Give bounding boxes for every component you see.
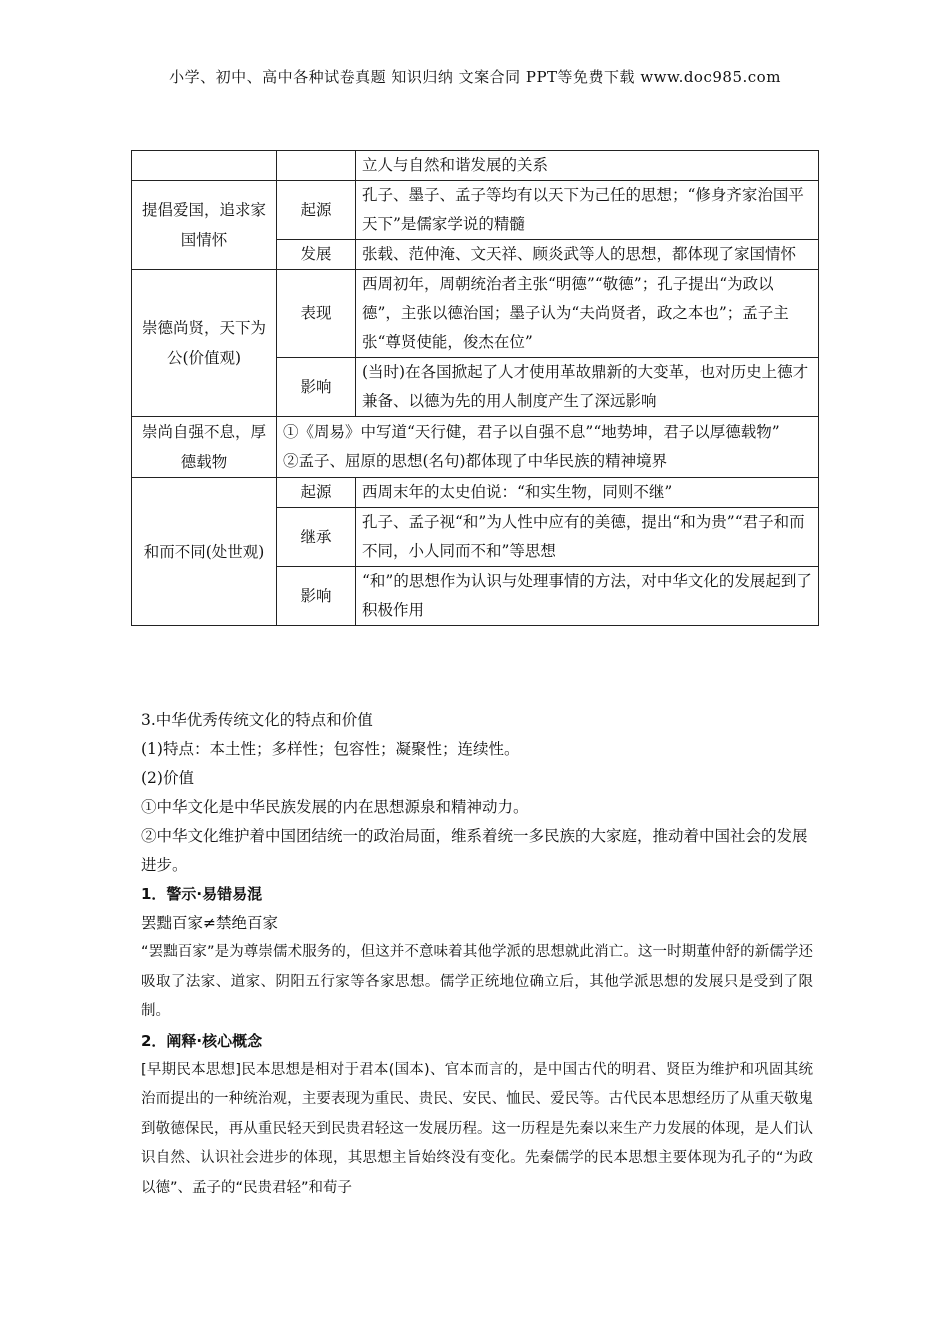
table-cell-content: 西周初年，周朝统治者主张“明德”“敬德”；孔子提出“为政以德”，主张以德治国；墨子认为“夫尚贤者，政之本也”；孟子主张“尊贤使能，俊杰在位” — [356, 270, 819, 358]
strive-text-1: ①《周易》中写道“天行健，君子以自强不息”“地势坤，君子以厚德载物” — [283, 423, 780, 441]
sub-label-show: 表现 — [277, 270, 356, 358]
table-row — [132, 151, 819, 181]
culture-table — [131, 150, 819, 626]
table-cell-content: 孔子、墨子、孟子等均有以天下为己任的思想；“修身齐家治国平天下”是儒家学说的精髓 — [356, 181, 819, 240]
sub-label-develop: 发展 — [277, 240, 356, 270]
table-row — [132, 478, 819, 508]
table-row — [132, 270, 819, 358]
strive-text-2: ②孟子、屈原的思想(名句)都体现了中华民族的精神境界 — [283, 452, 668, 470]
features-paragraph: (1)特点：本土性；多样性；包容性；凝聚性；连续性。 — [141, 740, 520, 758]
section-title: 3.中华优秀传统文化的特点和价值 — [141, 711, 373, 729]
table-cell-content: 孔子、孟子视“和”为人性中应有的美德，提出“和为贵”“君子和而不同，小人同而不和”等思想 — [356, 508, 819, 567]
value-item-1: ①中华文化是中华民族发展的内在思想源泉和精神动力。 — [141, 798, 529, 816]
category-virtue: 崇德尚贤，天下为公(价值观) — [132, 270, 277, 417]
table-cell-content — [277, 417, 819, 478]
table-row — [132, 417, 819, 478]
category-harmony: 和而不同(处世观) — [132, 478, 277, 626]
sub-label-origin: 起源 — [277, 478, 356, 508]
warning-subtitle: 罢黜百家≠禁绝百家 — [141, 914, 278, 932]
page-header: 小学、初中、高中各种试卷真题 知识归纳 文案合同 PPT等免费下载 www.doc985.com — [169, 68, 781, 86]
table-cell-content: 西周末年的太史伯说：“和实生物，同则不继” — [356, 478, 819, 508]
value-title: (2)价值 — [141, 769, 194, 787]
sub-label-impact: 影响 — [277, 358, 356, 417]
warning-paragraph: “罢黜百家”是为尊崇儒术服务的，但这并不意味着其他学派的思想就此消亡。这一时期董仲舒的新儒学还吸取了法家、道家、阴阳五行家等各家思想。儒学正统地位确立后，其他学派思想的发展只是受到了限制。 — [141, 944, 813, 1019]
sub-label-origin: 起源 — [277, 181, 356, 240]
table-cell-content: “和”的思想作为认识与处理事情的方法，对中华文化的发展起到了积极作用 — [356, 567, 819, 626]
table-cell-content: 立人与自然和谐发展的关系 — [356, 151, 819, 181]
table-cell-content: (当时)在各国掀起了人才使用革故鼎新的大变革，也对历史上德才兼备、以德为先的用人制度产生了深远影响 — [356, 358, 819, 417]
concept-paragraph: [早期民本思想]民本思想是相对于君本(国本)、官本而言的，是中国古代的明君、贤臣为维护和巩固其统治而提出的一种统治观，主要表现为重民、贵民、安民、恤民、爱民等。古代民本思想经历了从重天敬鬼到敬德保民，再从重民轻天到民贵君轻这一发展历程。这一历程是先秦以来生产力发展的体现，是人们认识自然、认识社会进步的体现，其思想主旨始终没有变化。先秦儒学的民本思想主要体现为孔子的“为政以德”、孟子的“民贵君轻”和荀子 — [141, 1061, 813, 1196]
table-row — [132, 181, 819, 240]
category-patriotism: 提倡爱国，追求家国情怀 — [132, 181, 277, 270]
category-strive: 崇尚自强不息，厚德载物 — [132, 417, 277, 478]
table-cell-content: 张载、范仲淹、文天祥、顾炎武等人的思想，都体现了家国情怀 — [356, 240, 819, 270]
warning-heading: 1．警示·易错易混 — [141, 885, 263, 903]
sub-label-inherit: 继承 — [277, 508, 356, 567]
body-text — [141, 706, 813, 1203]
value-item-2: ②中华文化维护着中国团结统一的政治局面，维系着统一多民族的大家庭，推动着中国社会的发展进步。 — [141, 827, 808, 874]
table-cell-empty — [132, 151, 277, 181]
sub-label-impact: 影响 — [277, 567, 356, 626]
table-cell-empty — [277, 151, 356, 181]
concept-heading: 2．阐释·核心概念 — [141, 1031, 263, 1050]
